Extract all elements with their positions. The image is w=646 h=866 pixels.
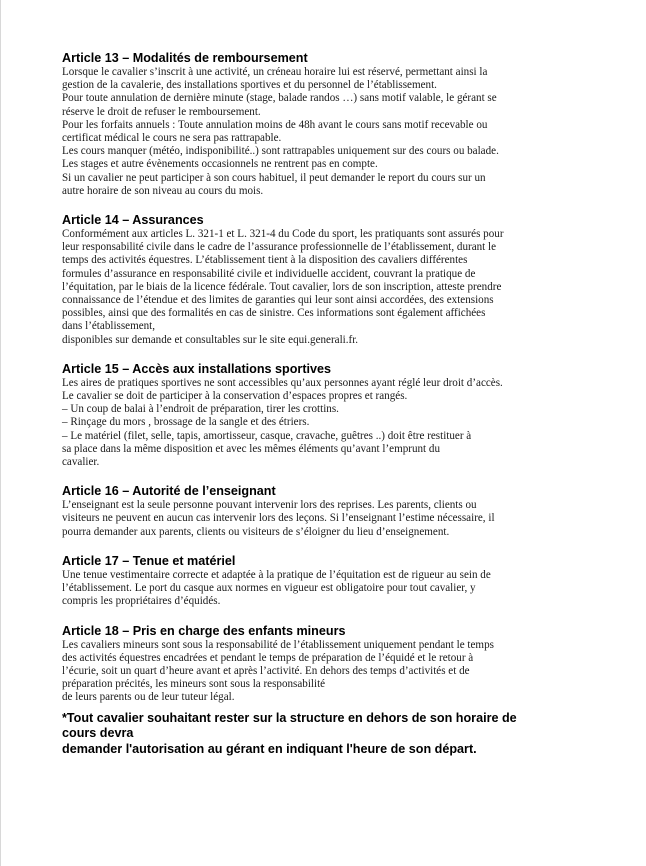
text-line: sa place dans la même disposition et avec les mêmes éléments qu’avant l’emprunt du xyxy=(62,442,440,455)
text-line: – Rinçage du mors , brossage de la sangle et des étriers. xyxy=(62,416,310,429)
article-14 xyxy=(62,213,542,347)
text-line: l’écurie, soit un quart d’heure avant et après l’activité. En dehors des temps d’activités et de xyxy=(62,664,470,677)
article-13 xyxy=(62,51,542,198)
article-14-title: Article 14 – Assurances xyxy=(62,213,204,228)
text-line: de leurs parents ou de leur tuteur légal. xyxy=(62,691,235,704)
text-line: autre horaire de son niveau au cours du mois. xyxy=(62,184,264,197)
notice-line: cours devra xyxy=(62,726,134,741)
article-17-title: Article 17 – Tenue et matériel xyxy=(62,553,236,568)
article-18-title: Article 18 – Pris en charge des enfants mineurs xyxy=(62,623,346,638)
text-line: visiteurs ne peuvent en aucun cas intervenir lors des leçons. Si l’enseignant l’estime nécessaire, il xyxy=(62,512,495,525)
text-line: Les stages et autre évènements occasionnels ne rentrent pas en compte. xyxy=(62,158,378,171)
text-line: connaissance de l’étendue et des limites de garanties qui leur sont ainsi accordées, des extensions xyxy=(62,294,494,307)
text-line: Les cours manquer (météo, indisponibilité..) sont rattrapables uniquement sur des cours ou balade. xyxy=(62,145,499,158)
text-line: Si un cavalier ne peut participer à son cours habituel, il peut demander le report du cours sur un xyxy=(62,171,486,184)
article-15-title: Article 15 – Accès aux installations sportives xyxy=(62,361,332,376)
text-line: formules d’assurance en responsabilité civile et individuelle accident, couvrant la pratique de xyxy=(62,267,476,280)
text-line: préparation précités, les mineurs sont sous la responsabilité xyxy=(62,678,326,691)
article-15 xyxy=(62,362,542,469)
article-18 xyxy=(62,624,542,705)
article-13-text xyxy=(62,66,542,198)
text-line: Lorsque le cavalier s’inscrit à une activité, un créneau horaire lui est réservé, permettant ainsi la xyxy=(62,66,488,78)
text-line: Conformément aux articles L. 321-1 et L. 321-4 du Code du sport, les pratiquants sont assurés pour xyxy=(62,228,504,241)
text-line: temps des activités équestres. L’établissement tient à la disposition des cavaliers différentes xyxy=(62,254,468,267)
document-body xyxy=(62,51,542,757)
text-line: l’établissement. Le port du casque aux normes en vigueur est obligatoire pour tout cavalier, y xyxy=(62,582,476,595)
text-line: des activités équestres encadrées et pendant le temps de préparation de l’équidé et le retour à xyxy=(62,651,474,664)
text-line: Les aires de pratiques sportives ne sont accessibles qu’aux personnes ayant réglé leur droit d’accès. xyxy=(62,376,503,389)
text-line: disponibles sur demande et consultables sur le site equi.generali.fr. xyxy=(62,333,359,346)
article-14-text xyxy=(62,228,542,347)
page-edge xyxy=(0,0,1,866)
notice-line: *Tout cavalier souhaitant rester sur la structure en dehors de son horaire de xyxy=(62,710,517,725)
text-line: Le cavalier se doit de participer à la conservation d’espaces propres et rangés. xyxy=(62,390,408,403)
article-15-text xyxy=(62,377,542,469)
text-line: possibles, ainsi que des formalités en cas de sinistre. Ces informations sont également affichées xyxy=(62,307,486,320)
article-16 xyxy=(62,484,542,539)
departure-notice xyxy=(62,711,562,758)
text-line: Pour les forfaits annuels : Toute annulation moins de 48h avant le cours sans motif recevable ou xyxy=(62,118,488,131)
text-line: – Un coup de balai à l’endroit de préparation, tirer les crottins. xyxy=(62,403,339,416)
article-18-text xyxy=(62,639,542,705)
text-line: pourra demander aux parents, clients ou visiteurs de s’éloigner du lieu d’enseignement. xyxy=(62,525,450,538)
text-line: Une tenue vestimentaire correcte et adaptée à la pratique de l’équitation est de rigueur au sein de xyxy=(62,568,491,581)
article-16-title: Article 16 – Autorité de l’enseignant xyxy=(62,484,276,499)
article-17 xyxy=(62,554,542,609)
text-line: – Le matériel (filet, selle, tapis, amortisseur, casque, cravache, guêtres ..) doit être restituer à xyxy=(62,429,472,442)
text-line: certificat médical le cours ne sera pas rattrapable. xyxy=(62,132,282,145)
text-line: dans l’établissement, xyxy=(62,320,156,333)
article-16-text xyxy=(62,499,542,539)
text-line: Pour toute annulation de dernière minute (stage, balade randos …) sans motif valable, le gérant se xyxy=(62,92,497,105)
text-line: réserve le droit de refuser le remboursement. xyxy=(62,105,261,118)
text-line: compris les propriétaires d’équidés. xyxy=(62,595,221,608)
text-line: l’équitation, par le biais de la licence fédérale. Tout cavalier, lors de son inscription, atteste prendre xyxy=(62,280,502,293)
article-17-text xyxy=(62,569,542,609)
notice-line: demander l'autorisation au gérant en indiquant l'heure de son départ. xyxy=(62,741,477,756)
text-line: L’enseignant est la seule personne pouvant intervenir lors des reprises. Les parents, clients ou xyxy=(62,499,477,512)
text-line: cavalier. xyxy=(62,456,100,469)
text-line: leur responsabilité civile dans le cadre de l’assurance professionnelle de l’établissement, durant le xyxy=(62,241,497,254)
text-line: gestion de la cavalerie, des installations sportives et du personnel de l’établissement. xyxy=(62,79,437,92)
text-line: Les cavaliers mineurs sont sous la responsabilité de l’établissement uniquement pendant le temps xyxy=(62,638,494,651)
article-13-title: Article 13 – Modalités de remboursement xyxy=(62,51,308,65)
